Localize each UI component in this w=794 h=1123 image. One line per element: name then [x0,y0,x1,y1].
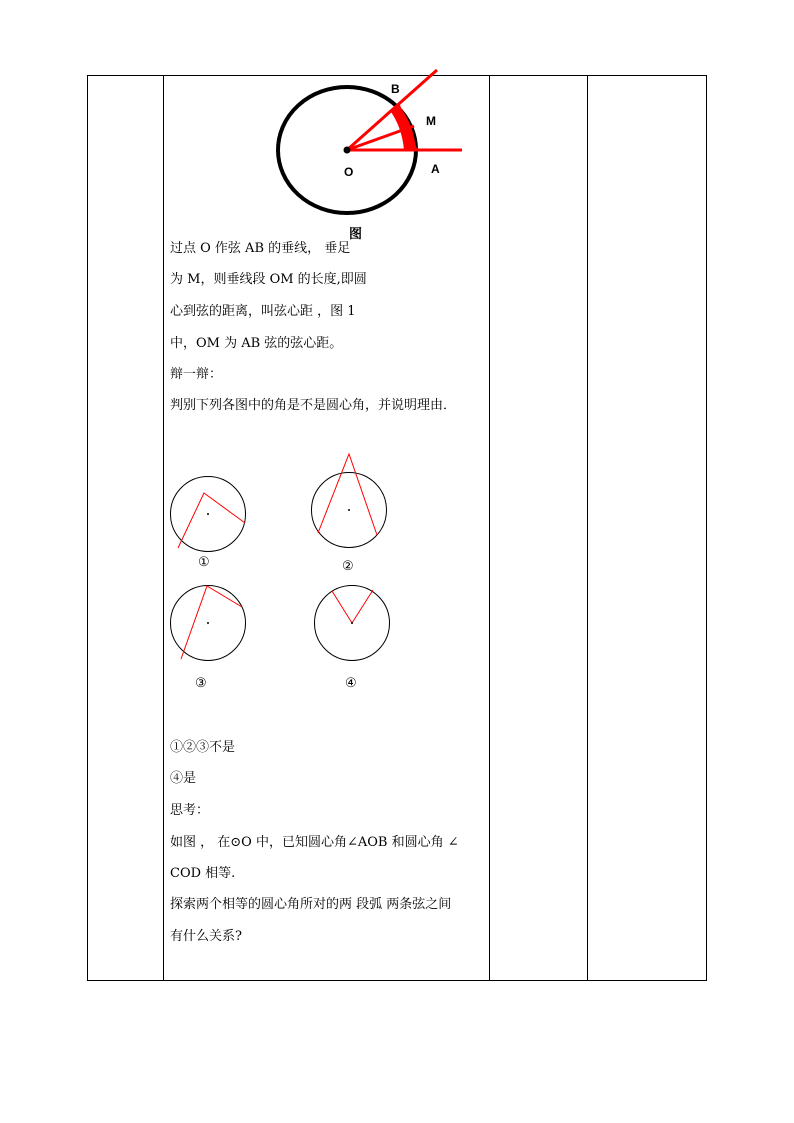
circle-2-center [348,509,350,511]
circle-3-center [207,622,209,624]
definition-line-1: 过点 O 作弦 AB 的垂线， 垂足 [170,241,351,256]
answer-line-1: ①②③不是 [170,740,236,755]
angle-2 [318,454,377,535]
definition-line-2: 为 M，则垂线段 OM 的长度,即圆 [170,272,367,287]
circle-caption-1: ① [198,555,210,570]
thinking-line-1: 如图 ， 在⊙O 中，已知圆心角∠AOB 和圆心角 ∠ [170,835,459,850]
label-a: A [431,162,440,176]
label-b: B [391,82,400,96]
circle-1-center [207,513,209,515]
circle-4-center [351,622,353,624]
question-text: 判别下列各图中的角是不是圆心角，并说明理由． [170,398,457,413]
circle-caption-3: ③ [195,676,207,691]
thinking-line-3: 探索两个相等的圆心角所对的两 段弧 两条弦之间 [170,897,452,912]
angle-3 [181,586,242,659]
bian-heading: 辩一辩： [170,367,223,382]
thinking-line-4: 有什么关系? [170,929,242,944]
angle-4 [332,590,373,623]
circle-caption-4: ④ [345,676,357,691]
thinking-heading: 思考： [170,803,210,818]
label-o: O [344,165,354,179]
answer-line-2: ④是 [170,771,197,786]
definition-line-4: 中，OM 为 AB 弦的弦心距。 [170,336,343,351]
label-m: M [426,114,436,128]
thinking-line-2: COD 相等. [170,866,236,881]
definition-line-3: 心到弦的距离，叫弦心距 ，图 1 [170,304,356,319]
circle-caption-2: ② [342,559,354,574]
figure-caption: 图 [349,227,363,242]
